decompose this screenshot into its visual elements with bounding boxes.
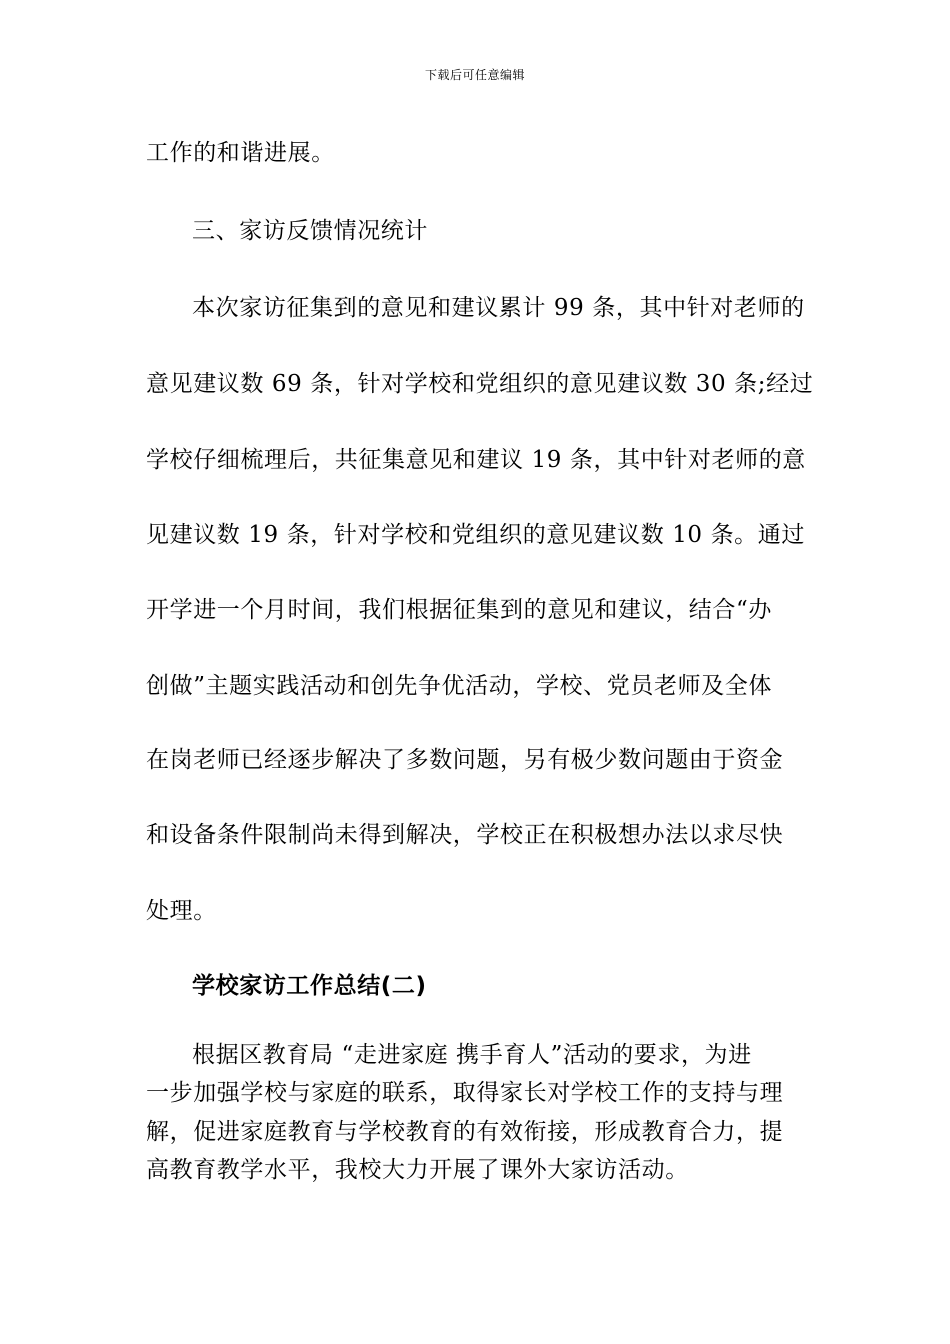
paragraph-line: 在岗老师已经逐步解决了多数问题，另有极少数问题由于资金: [146, 747, 784, 773]
paragraph-line: 一步加强学校与家庭的联系，取得家长对学校工作的支持与理: [146, 1080, 784, 1106]
paragraph-line: 开学进一个月时间，我们根据征集到的意见和建议，结合“办: [146, 597, 772, 623]
paragraph-line: 和设备条件限制尚未得到解决，学校正在积极想办法以求尽快: [146, 822, 784, 848]
document-subtitle: 学校家访工作总结(二): [192, 973, 427, 999]
paragraph-line: 见建议数 19 条，针对学校和党组织的意见建议数 10 条。通过: [146, 522, 805, 548]
paragraph-line: 根据区教育局 “走进家庭 携手育人”活动的要求，为进: [192, 1042, 752, 1068]
section-heading: 三、家访反馈情况统计: [192, 218, 428, 244]
paragraph-line: 意见建议数 69 条，针对学校和党组织的意见建议数 30 条;经过: [146, 371, 814, 397]
paragraph-line: 学校仔细梳理后，共征集意见和建议 19 条，其中针对老师的意: [146, 447, 806, 473]
paragraph-line: 解，促进家庭教育与学校教育的有效衔接，形成教育合力，提: [146, 1119, 784, 1145]
paragraph-line: 本次家访征集到的意见和建议累计 99 条，其中针对老师的: [192, 295, 805, 321]
page-header: 下载后可任意编辑: [424, 68, 525, 82]
paragraph-line: 高教育教学水平，我校大力开展了课外大家访活动。: [146, 1157, 689, 1183]
paragraph-line: 处理。: [146, 898, 217, 924]
paragraph-tail-line: 工作的和谐进展。: [146, 140, 335, 166]
paragraph-line: 创做”主题实践活动和创先争优活动，学校、党员老师及全体: [146, 673, 772, 699]
